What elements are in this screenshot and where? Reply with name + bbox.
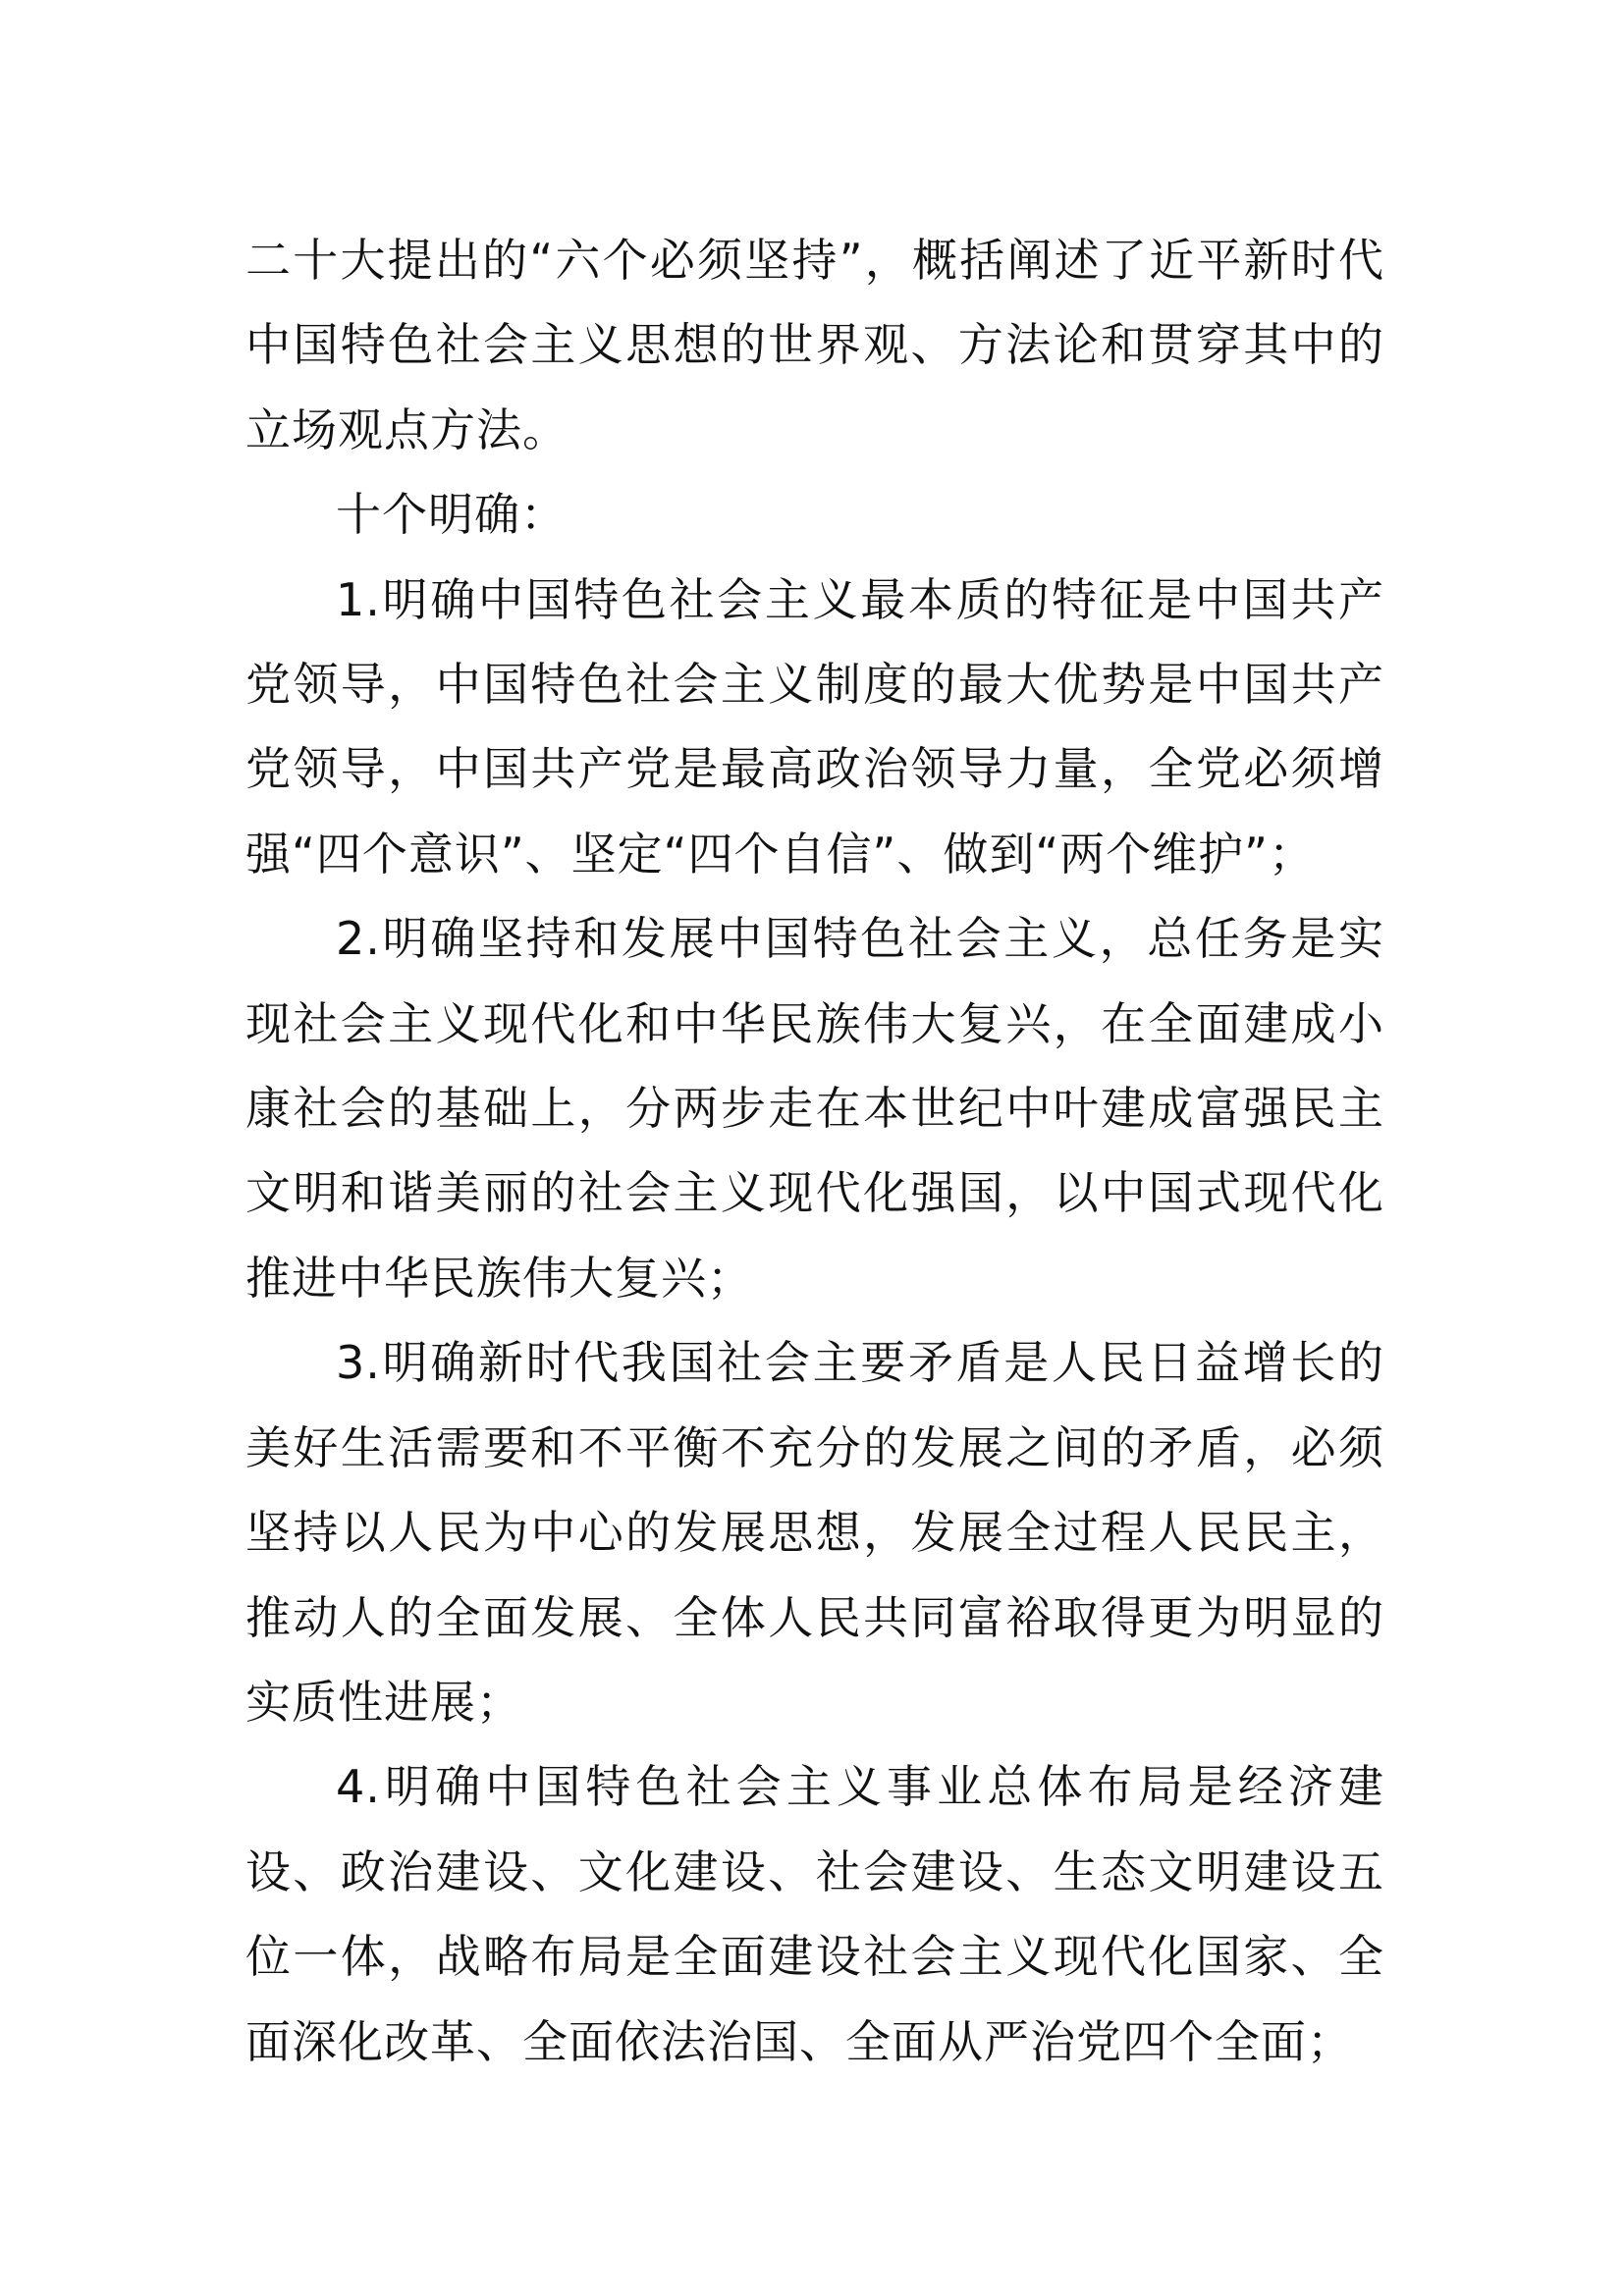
list-item-1: 1.明确中国特色社会主义最本质的特征是中国共产党领导，中国特色社会主义制度的最大优势是中国共产党领导，中国共产党是最高政治领导力量，全党必须增强“四个意识”、坚定“四个自信”、做到“两个维护”；	[245, 572, 1384, 881]
section-heading: 十个明确：	[336, 488, 567, 542]
list-item-3: 3.明确新时代我国社会主要矛盾是人民日益增长的美好生活需要和不平衡不充分的发展之间的矛盾，必须坚持以人民为中心的发展思想，发展全过程人民民主，推动人的全面发展、全体人民共同富裕取得更为明显的实质性进展；	[245, 1336, 1384, 1729]
list-item-4: 4.明确中国特色社会主义事业总体布局是经济建设、政治建设、文化建设、社会建设、生态文明建设五位一体，战略布局是全面建设社会主义现代化国家、全面深化改革、全面依法治国、全面从严治党四个全面；	[245, 1760, 1384, 2068]
document-page	[245, 218, 1384, 2084]
list-item-2: 2.明确坚持和发展中国特色社会主义，总任务是实现社会主义现代化和中华民族伟大复兴，在全面建成小康社会的基础上，分两步走在本世纪中叶建成富强民主文明和谐美丽的社会主义现代化强国，以中国式现代化推进中华民族伟大复兴；	[245, 912, 1384, 1305]
intro-paragraph: 二十大提出的“六个必须坚持”，概括阐述了近平新时代中国特色社会主义思想的世界观、方法论和贯穿其中的立场观点方法。	[245, 234, 1384, 456]
